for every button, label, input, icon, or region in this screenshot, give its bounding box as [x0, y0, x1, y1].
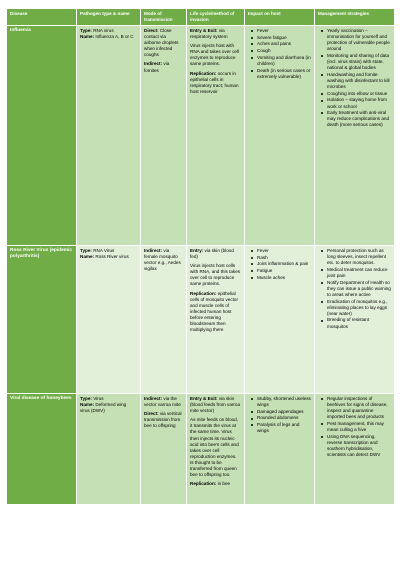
management-cell: [315, 26, 395, 246]
pathogen-type-label: Type:: [80, 396, 92, 401]
header-impact: Impact on host: [245, 9, 315, 26]
pathogen-type: RNA Virus: [91, 248, 115, 253]
lifecycle-cell: [187, 26, 245, 246]
lifecycle-text: Virus injects host with RNA and takes over cell enzymes to reproduce same proteins.: [190, 43, 240, 67]
management-list: [318, 248, 391, 330]
header-row: [7, 9, 395, 26]
lifecycle-text: in bee: [216, 481, 231, 487]
management-list: [318, 28, 391, 128]
header-pathogen: Pathogen type & name: [77, 9, 141, 26]
header-disease: Disease: [7, 9, 77, 26]
lifecycle-label: Entry & Exit:: [190, 396, 218, 401]
list-item: Notify Department of Health so they can issue a public warning to areas where active: [327, 279, 391, 297]
impact-cell: [245, 26, 315, 246]
list-item: Severe fatigue: [257, 35, 311, 41]
table-row: [7, 394, 395, 505]
transmission-label: Direct:: [144, 411, 159, 417]
list-item: Personal protection such as long sleeves, insect repellent etc. to deter mosquitos.: [327, 248, 391, 266]
transmission-label: Indirect:: [144, 396, 163, 401]
transmission-cell: [141, 246, 187, 394]
transmission-label: Direct:: [144, 28, 159, 33]
lifecycle-text: via respiratory system: [190, 28, 228, 40]
disease-table: [6, 8, 395, 505]
list-item: Vomiting and diarrhoea (in children): [257, 54, 311, 66]
pathogen-name: Influenza A, B or C: [94, 34, 134, 40]
list-item: Fever: [257, 248, 311, 254]
management-cell: [315, 394, 395, 505]
table-row: [7, 26, 395, 246]
pathogen-name: Deformed wing virus (DWV): [80, 402, 127, 414]
pathogen-cell: [77, 246, 141, 394]
list-item: Isolation – staying home from work or school: [327, 97, 391, 109]
pathogen-name-label: Name:: [80, 254, 95, 260]
pathogen-cell: [77, 26, 141, 246]
lifecycle-text: epithelial cells of mosquito vector and muscle cells of infected human host before entering bloodstream then multiplying there: [190, 290, 238, 333]
transmission-cell: [141, 394, 187, 505]
lifecycle-label: Replication:: [190, 481, 217, 487]
disease-name: Viral disease of honeybees: [7, 394, 77, 505]
list-item: Cough: [257, 48, 311, 54]
management-cell: [315, 246, 395, 394]
lifecycle-label: Replication:: [190, 70, 217, 76]
impact-list: [248, 396, 311, 434]
pathogen-type: Virus: [91, 396, 104, 401]
list-item: Joint inflammation & pain: [257, 261, 311, 267]
impact-list: [248, 28, 311, 80]
transmission-text: via fomites: [144, 61, 170, 73]
management-list: [318, 396, 391, 458]
transmission-text: via vertical transmission from bee to offspring: [144, 411, 182, 429]
lifecycle-cell: [187, 394, 245, 505]
impact-cell: [245, 394, 315, 505]
list-item: Medical treatment can reduce joint pain: [327, 267, 391, 279]
pathogen-name-label: Name:: [80, 402, 95, 408]
list-item: Damaged appendages: [257, 409, 311, 415]
list-item: Handwashing and fomite washing with disinfectant to kill microbes: [327, 71, 390, 90]
disease-name: Ross River Virus (epidemic polyarthritis): [7, 246, 77, 394]
pathogen-type-label: Type:: [80, 248, 92, 253]
header-management: Management strategies: [315, 9, 395, 26]
impact-cell: [245, 246, 315, 394]
transmission-text: via the vector varroa mite: [144, 396, 181, 408]
list-item: Muscle aches: [257, 275, 311, 281]
header-transmission: Mode of transmission: [141, 9, 187, 26]
list-item: Coughing into elbow or tissue: [327, 91, 391, 97]
lifecycle-clip: [190, 396, 241, 502]
list-item: Breeding of resistant mosquitos: [327, 317, 391, 329]
lifecycle-label: Replication:: [190, 290, 217, 296]
pathogen-name-label: Name:: [80, 34, 95, 40]
transmission-label: Indirect:: [144, 61, 163, 67]
lifecycle-text: Virus injects host cells with RNA, and this takes over cell to reproduce same proteins.: [190, 263, 241, 287]
list-item: Rounded abdomens: [257, 415, 311, 421]
list-item: Stubby, shortened useless wings: [257, 396, 311, 408]
transmission-cell: [141, 26, 187, 246]
transmission-label: Indirect:: [144, 248, 163, 253]
disease-name: Influenza: [7, 26, 77, 246]
transmission-text: Close contact via airborne droplets when infected coughs: [144, 28, 179, 58]
list-item: Aches and pains: [257, 41, 311, 47]
lifecycle-text: via skin (blood feeds from varroa mite vector): [190, 396, 241, 414]
lifecycle-text: occurs in epithelial cells in respiratory tract; human host reservoir: [190, 70, 239, 94]
list-item: Regular inspections of beehives for signs of disease, inspect and quarantine imported bees and products: [327, 396, 391, 420]
header-lifecycle: Life cycle/method of invasion: [187, 9, 245, 26]
list-item: Using DNA sequencing, reverse transcription and southern hybridisation, scientists can detect DWV: [327, 434, 391, 458]
lifecycle-text: As mite feeds on blood, it transmits the virus at the same time. Virus then injects its nucleic acid into bee's cells and takes over cell reproduction enzymes. Is thought to be transferred from queen bee to offspring too.: [190, 417, 239, 478]
list-item: Monitoring and sharing of data (incl. virus strain) with state, national & global bodies: [327, 52, 390, 71]
list-item: Fatigue: [257, 268, 311, 274]
table-row: [7, 246, 395, 394]
list-item: Rash: [257, 255, 311, 261]
lifecycle-label: Entry & Exit:: [190, 28, 218, 33]
lifecycle-label: Entry:: [190, 248, 204, 253]
list-item: Pest management, this may mean culling a hive: [327, 421, 391, 433]
pathogen-name: Ross River virus: [94, 254, 129, 260]
list-item: Early treatment with anti-viral may reduce complications and death (more serious cases): [327, 110, 390, 128]
impact-list: [248, 248, 311, 281]
pathogen-cell: [77, 394, 141, 505]
list-item: Death (in serious cases or extremely vulnerable): [257, 67, 311, 79]
lifecycle-cell: [187, 246, 245, 394]
list-item: Fever: [257, 28, 311, 34]
list-item: Yearly vaccination – immunisation for yourself and protection of vulnerable people around: [327, 28, 390, 52]
transmission-text: via female mosquito vector e.g., Aedes vigilax: [144, 248, 181, 272]
pathogen-type-label: Type:: [80, 28, 92, 33]
pathogen-type: RNA virus: [91, 28, 114, 33]
list-item: Eradication of mosquitos e.g., eliminating places to lay eggs (near water): [327, 299, 391, 317]
lifecycle-text: via skin (blood fed): [190, 248, 234, 260]
list-item: Paralysis of legs and wings: [257, 422, 311, 434]
